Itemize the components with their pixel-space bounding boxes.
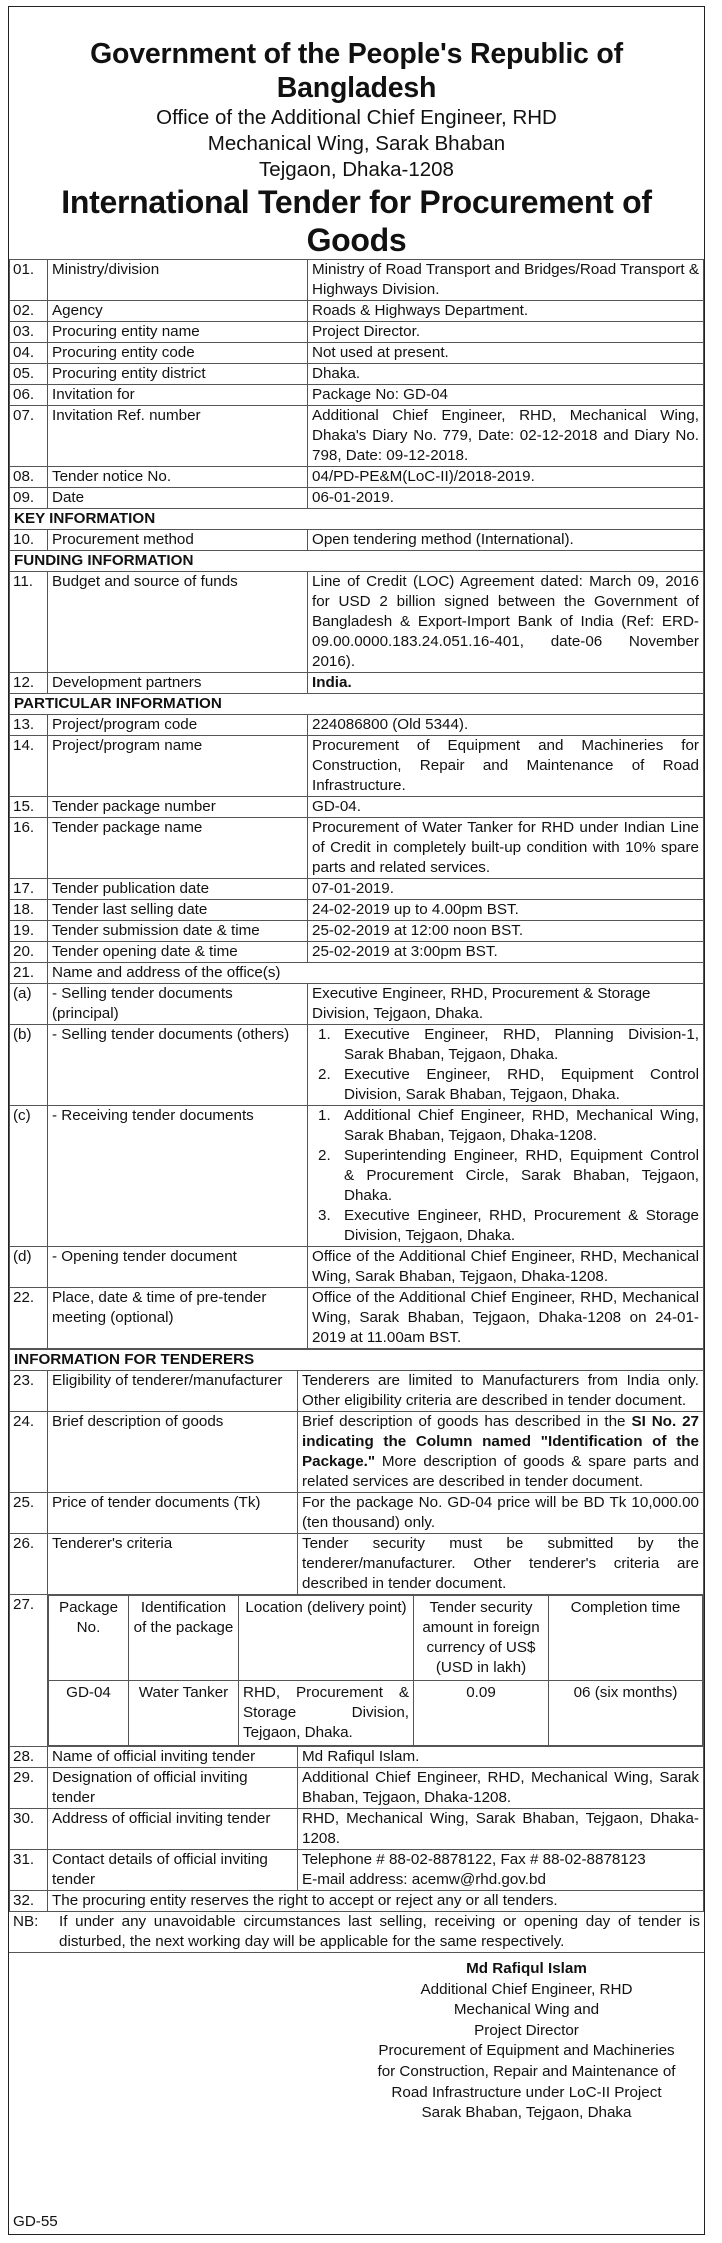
row-label: Tender package name	[48, 818, 308, 879]
signatory-line: Procurement of Equipment and Machineries	[378, 2042, 675, 2060]
selling-offices-list	[312, 1025, 699, 1105]
table-row: 26. Tenderer's criteria Tender security must be submitted by the tenderer/manufacturer. Other tenderer's criteria are described in tender document.	[10, 1534, 704, 1595]
table-row: 11. Budget and source of funds Line of Credit (LOC) Agreement dated: March 09, 2016 for USD 2 billion signed between the Government of Bangladesh & Export-Import Bank of India (Ref: ERD-09.00.0000.183.24.051.16-401, date-06 November 2016).	[10, 572, 704, 673]
row-number: 14.	[10, 736, 48, 797]
row-label: Tender submission date & time	[48, 921, 308, 942]
basic-info-rows	[10, 260, 704, 509]
table-row	[10, 900, 704, 921]
row-value: RHD, Mechanical Wing, Sarak Bhaban, Tejgaon, Dhaka-1208.	[298, 1809, 704, 1850]
signature-block	[349, 1959, 704, 2124]
row-number: 28.	[10, 1747, 48, 1768]
row-value: 04/PD-PE&M(LoC-II)/2018-2019.	[308, 467, 704, 488]
row-label: Tender last selling date	[48, 900, 308, 921]
row-number: 06.	[10, 385, 48, 406]
table-row	[10, 1747, 704, 1768]
row-label: Agency	[48, 301, 308, 322]
row-label: Tender package number	[48, 797, 308, 818]
row-value: 25-02-2019 at 3:00pm BST.	[308, 942, 704, 963]
row-value: GD-04.	[308, 797, 704, 818]
table-row	[10, 1768, 704, 1809]
row-label: Procuring entity name	[48, 322, 308, 343]
row-value: Additional Chief Engineer, RHD, Mechanical Wing, Dhaka's Diary No. 779, Date: 02-12-2018 and Diary No. 798, Date: 09-12-2018.	[308, 406, 704, 467]
row-value: 25-02-2019 at 12:00 noon BST.	[308, 921, 704, 942]
package-table	[48, 1595, 703, 1746]
row-number: 30.	[10, 1809, 48, 1850]
table-row	[10, 1809, 704, 1850]
signatory-line: Mechanical Wing and	[453, 2001, 600, 2019]
row-label: Tender publication date	[48, 879, 308, 900]
table-row	[10, 715, 704, 736]
row-number: 04.	[10, 343, 48, 364]
row-value: 07-01-2019.	[308, 879, 704, 900]
row-label: Invitation Ref. number	[48, 406, 308, 467]
table-row	[10, 322, 704, 343]
office-name: Office of the Additional Chief Engineer, RHD	[156, 106, 557, 129]
row-number: 17.	[10, 879, 48, 900]
table-row: 31. Contact details of official inviting tender Telephone # 88-02-8878122, Fax # 88-02-8878123 E-mail address: acemw@rhd.gov.bd	[10, 1850, 704, 1891]
table-row: 27. Package No. Identification of the package Location (delivery point) Tender security amount in foreign currency of US$ (USD in lakh) Completion time GD-04 Water Tanker RHD, Procurement & Storage Division, Tejgaon, Dhaka. 0.09 06 (six months)	[10, 1595, 704, 1747]
table-row: (d) - Opening tender document Office of the Additional Chief Engineer, RHD, Mechanical Wing, Sarak Bhaban, Tejgaon, Dhaka-1208.	[10, 1247, 704, 1288]
table-row: 25. Price of tender documents (Tk) For the package No. GD-04 price will be BD Tk 10,000.00 (ten thousand) only.	[10, 1493, 704, 1534]
table-row: 21. Name and address of the office(s)	[10, 963, 704, 984]
section-particular-information: PARTICULAR INFORMATION	[10, 694, 704, 715]
row-label: Name of official inviting tender	[48, 1747, 298, 1768]
table-row	[10, 467, 704, 488]
table-row	[10, 921, 704, 942]
row-value: Md Rafiqul Islam.	[298, 1747, 704, 1768]
list-item: 3. Executive Engineer, RHD, Procurement & Storage Division, Tejgaon, Dhaka.	[318, 1207, 699, 1244]
row-value: Procurement of Water Tanker for RHD under Indian Line of Credit in completely built-up condition with 10% spare parts and related services.	[308, 818, 704, 879]
row-value: Additional Chief Engineer, RHD, Mechanical Wing, Sarak Bhaban, Tejgaon, Dhaka-1208.	[298, 1768, 704, 1809]
notice-title: International Tender for Procurement of Goods	[61, 184, 652, 258]
header	[9, 37, 704, 259]
tender-notice	[8, 6, 705, 2235]
row-label: Address of official inviting tender	[48, 1809, 298, 1850]
receiving-offices-list	[312, 1106, 699, 1246]
wing-name: Mechanical Wing, Sarak Bhaban	[207, 132, 506, 155]
table-row: 12. Development partners India.	[10, 673, 704, 694]
table-row	[10, 406, 704, 467]
row-number: 13.	[10, 715, 48, 736]
footer-code: GD-55	[13, 2213, 58, 2230]
list-item: 2. Superintending Engineer, RHD, Equipment Control & Procurement Circle, Sarak Bhaban, Tejgaon, Dhaka.	[318, 1147, 699, 1204]
particular-info-rows	[10, 715, 704, 963]
table-row	[10, 364, 704, 385]
list-item: 1. Executive Engineer, RHD, Planning Division-1, Sarak Bhaban, Tejgaon, Dhaka.	[318, 1026, 699, 1063]
row-number: 09.	[10, 488, 48, 509]
row-value: 06-01-2019.	[308, 488, 704, 509]
government-title: Government of the People's Republic of Bangladesh	[90, 38, 623, 104]
row-value: Ministry of Road Transport and Bridges/Road Transport & Highways Division.	[308, 260, 704, 301]
row-number: 19.	[10, 921, 48, 942]
table-row	[10, 942, 704, 963]
signatory-line: Additional Chief Engineer, RHD	[420, 1980, 633, 1998]
row-number: 29.	[10, 1768, 48, 1809]
signatory-line: for Construction, Repair and Maintenance of	[377, 2062, 676, 2080]
row-number: 05.	[10, 364, 48, 385]
row-label: Invitation for	[48, 385, 308, 406]
package-table-header: Package No. Identification of the package Location (delivery point) Tender security amount in foreign currency of US$ (USD in lakh) Completion time	[49, 1596, 703, 1681]
row-label: Project/program name	[48, 736, 308, 797]
signatory-name: Md Rafiqul Islam	[466, 1960, 587, 1977]
row-label: Ministry/division	[48, 260, 308, 301]
row-number: 03.	[10, 322, 48, 343]
row-label: Project/program code	[48, 715, 308, 736]
row-number: 01.	[10, 260, 48, 301]
row-value: Dhaka.	[308, 364, 704, 385]
signatory-line: Project Director	[474, 2021, 579, 2039]
table-row: 10. Procurement method Open tendering method (International).	[10, 530, 704, 551]
section-key-information: KEY INFORMATION	[10, 509, 704, 530]
row-number: 02.	[10, 301, 48, 322]
row-number: 20.	[10, 942, 48, 963]
table-row	[10, 736, 704, 797]
row-label: Designation of official inviting tender	[48, 1768, 298, 1809]
table-row	[10, 879, 704, 900]
table-row: 22. Place, date & time of pre-tender meeting (optional) Office of the Additional Chief Engineer, RHD, Mechanical Wing, Sarak Bhaban, Tejgaon, Dhaka-1208 on 24-01-2019 at 11.00am BST.	[10, 1288, 704, 1349]
table-row	[10, 488, 704, 509]
official-info-rows	[10, 1747, 704, 1850]
table-row: (b) - Selling tender documents (others) 1. Executive Engineer, RHD, Planning Division-1, Sarak Bhaban, Tejgaon, Dhaka. 2. Executive Engineer, RHD, Equipment Control Division, Sarak Bhaban, Tejgaon, Dhaka.	[10, 1025, 704, 1106]
table-row: 23. Eligibility of tenderer/manufacturer Tenderers are limited to Manufacturers from India only. Other eligibility criteria are described in tender document.	[10, 1371, 704, 1412]
row-value: 224086800 (Old 5344).	[308, 715, 704, 736]
table-row: (a) - Selling tender documents (principal) Executive Engineer, RHD, Procurement & Storage Division, Tejgaon, Dhaka.	[10, 984, 704, 1025]
table-row	[10, 385, 704, 406]
row-number: 15.	[10, 797, 48, 818]
table-row	[10, 818, 704, 879]
row-number: 07.	[10, 406, 48, 467]
table-row: (c) - Receiving tender documents 1. Additional Chief Engineer, RHD, Mechanical Wing, Sarak Bhaban, Tejgaon, Dhaka-1208. 2. Superintending Engineer, RHD, Equipment Control & Procurement Circle, Sarak Bhaban, Tejgaon, Dhaka. 3. Executive Engineer, RHD, Procurement & Storage Division, Tejgaon, Dhaka.	[10, 1106, 704, 1247]
row-label: Procuring entity code	[48, 343, 308, 364]
row-number: 16.	[10, 818, 48, 879]
table-row	[10, 343, 704, 364]
table-row: 32. The procuring entity reserves the right to accept or reject any or all tenders.	[10, 1891, 704, 1912]
row-value: Roads & Highways Department.	[308, 301, 704, 322]
row-value: Procurement of Equipment and Machineries for Construction, Repair and Maintenance of Road Infrastructure.	[308, 736, 704, 797]
row-value: Project Director.	[308, 322, 704, 343]
nb-note: NB: If under any unavoidable circumstances last selling, receiving or opening day of tender is disturbed, the next working day will be applicable for the same respectively.	[9, 1912, 704, 1953]
row-label: Procuring entity district	[48, 364, 308, 385]
table-row: 24. Brief description of goods Brief description of goods has described in the SI No. 27 indicating the Column named "Identification of the Package." More description of goods & spare parts and related services are described in tender document.	[10, 1412, 704, 1493]
row-value: Package No: GD-04	[308, 385, 704, 406]
row-label: Tender notice No.	[48, 467, 308, 488]
section-information-for-tenderers: INFORMATION FOR TENDERERS	[10, 1350, 704, 1371]
table-row	[10, 797, 704, 818]
list-item: 1. Additional Chief Engineer, RHD, Mechanical Wing, Sarak Bhaban, Tejgaon, Dhaka-1208.	[318, 1107, 699, 1144]
list-item: 2. Executive Engineer, RHD, Equipment Control Division, Sarak Bhaban, Tejgaon, Dhaka.	[318, 1066, 699, 1103]
tenderers-table	[9, 1349, 704, 1912]
package-table-row: GD-04 Water Tanker RHD, Procurement & Storage Division, Tejgaon, Dhaka. 0.09 06 (six months)	[49, 1681, 703, 1746]
tender-table	[9, 259, 704, 1349]
row-number: 18.	[10, 900, 48, 921]
signatory-line: Sarak Bhaban, Tejgaon, Dhaka	[421, 2104, 632, 2122]
row-value: Not used at present.	[308, 343, 704, 364]
section-funding-information: FUNDING INFORMATION	[10, 551, 704, 572]
table-row	[10, 260, 704, 301]
row-number: 08.	[10, 467, 48, 488]
office-address: Tejgaon, Dhaka-1208	[259, 158, 454, 181]
row-label: Tender opening date & time	[48, 942, 308, 963]
row-value: 24-02-2019 up to 4.00pm BST.	[308, 900, 704, 921]
signatory-line: Road Infrastructure under LoC-II Project	[391, 2083, 662, 2101]
row-label: Date	[48, 488, 308, 509]
table-row	[10, 301, 704, 322]
